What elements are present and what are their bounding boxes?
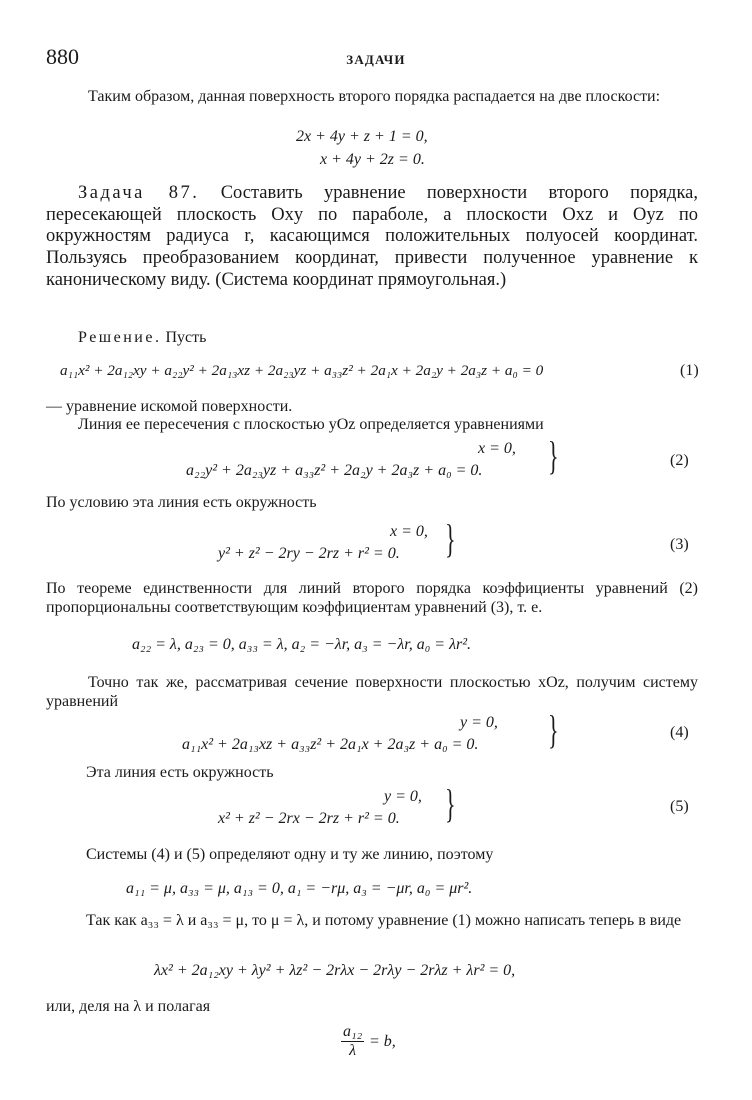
plane-equation-1: 2x + 4y + z + 1 = 0, bbox=[296, 128, 428, 145]
systems-paragraph: Системы (4) и (5) определяют одну и ту же линию, поэтому bbox=[86, 846, 494, 863]
equation-3-number: (3) bbox=[670, 536, 689, 553]
fraction bbox=[341, 1024, 364, 1059]
line-yoz-paragraph: Линия ее пересечения с плоскостью yOz определяется уравнениями bbox=[78, 416, 544, 433]
solution-intro bbox=[78, 329, 206, 348]
fraction-numerator: a₁₂ bbox=[343, 1023, 363, 1040]
running-header: ЗАДАЧИ bbox=[346, 52, 406, 67]
brace-5: } bbox=[445, 781, 456, 826]
circle-paragraph: По условию эта линия есть окружность bbox=[46, 494, 317, 511]
equation-3a: x = 0, bbox=[390, 523, 428, 540]
equation-5a: y = 0, bbox=[384, 788, 422, 805]
xoz-paragraph: Точно так же, рассматривая сечение поверхности плоскостью xOz, получим систему уравнений bbox=[46, 674, 698, 710]
theorem-paragraph: По теореме единственности для линий второго порядка коэффициенты уравнений (2) пропорциональны соответствующим коэффициентам уравнений (3), т. е. bbox=[46, 580, 698, 616]
page-number: 880 bbox=[46, 44, 79, 69]
equation-2-number: (2) bbox=[670, 452, 689, 469]
equation-6: λx² + 2a₁₂xy + λy² + λz² − 2rλx − 2rλy − 2rλz + λr² = 0, bbox=[154, 962, 516, 979]
coefficients-1: a₂₂ = λ, a₂₃ = 0, a₃₃ = λ, a₂ = −λr, a₃ = −λr, a₀ = λr². bbox=[132, 636, 472, 653]
fraction-rest: = b, bbox=[369, 1033, 396, 1050]
brace-3: } bbox=[445, 516, 456, 561]
equation-1-description: — уравнение искомой поверхности. bbox=[46, 398, 293, 415]
problem-text: Составить уравнение поверхности второго порядка, пересекающей плоскость Oxy по параболе, а плоскости Oxz и Oyz по окружностям радиуса r, касающимся положительных полуосей координат. Пользуясь преобразованием координат, привести полученное уравнение к каноническому виду. (Система координат прямоугольная.) bbox=[46, 183, 698, 290]
equation-4-number: (4) bbox=[670, 724, 689, 741]
intro-paragraph: Таким образом, данная поверхность второго порядка распадается на две плоскости: bbox=[88, 88, 661, 105]
equation-1-number: (1) bbox=[680, 362, 699, 379]
or-paragraph: или, деля на λ и полагая bbox=[46, 998, 211, 1015]
problem-statement bbox=[46, 183, 698, 291]
brace-4: } bbox=[548, 707, 559, 752]
equation-4a: y = 0, bbox=[460, 714, 498, 731]
equation-5b: x² + z² − 2rx − 2rz + r² = 0. bbox=[218, 810, 400, 827]
circle2-paragraph: Эта линия есть окружность bbox=[86, 764, 274, 781]
solution-label: Решение. bbox=[78, 329, 162, 346]
equation-5-number: (5) bbox=[670, 798, 689, 815]
since-paragraph: Так как a₃₃ = λ и a₃₃ = μ, то μ = λ, и потому уравнение (1) можно написать теперь в виде bbox=[86, 912, 682, 929]
coefficients-2: a₁₁ = μ, a₃₃ = μ, a₁₃ = 0, a₁ = −rμ, a₃ = −μr, a₀ = μr². bbox=[126, 880, 473, 897]
equation-1: a₁₁x² + 2a₁₂xy + a₂₂y² + 2a₁₃xz + 2a₂₃yz + a₃₃z² + 2a₁x + 2a₂y + 2a₃z + a₀ = 0 bbox=[60, 362, 544, 379]
equation-2a: x = 0, bbox=[478, 440, 516, 457]
brace-2: } bbox=[548, 433, 559, 478]
problem-label: Задача 87. bbox=[78, 183, 200, 203]
plane-equation-2: x + 4y + 2z = 0. bbox=[320, 151, 425, 168]
solution-start: Пусть bbox=[165, 329, 207, 346]
fraction-denominator: λ bbox=[349, 1041, 357, 1059]
equation-3b: y² + z² − 2ry − 2rz + r² = 0. bbox=[218, 545, 400, 562]
equation-2b: a₂₂y² + 2a₂₃yz + a₃₃z² + 2a₂y + 2a₃z + a₀ = 0. bbox=[186, 462, 483, 479]
equation-4b: a₁₁x² + 2a₁₃xz + a₃₃z² + 2a₁x + 2a₃z + a₀ = 0. bbox=[182, 736, 479, 753]
